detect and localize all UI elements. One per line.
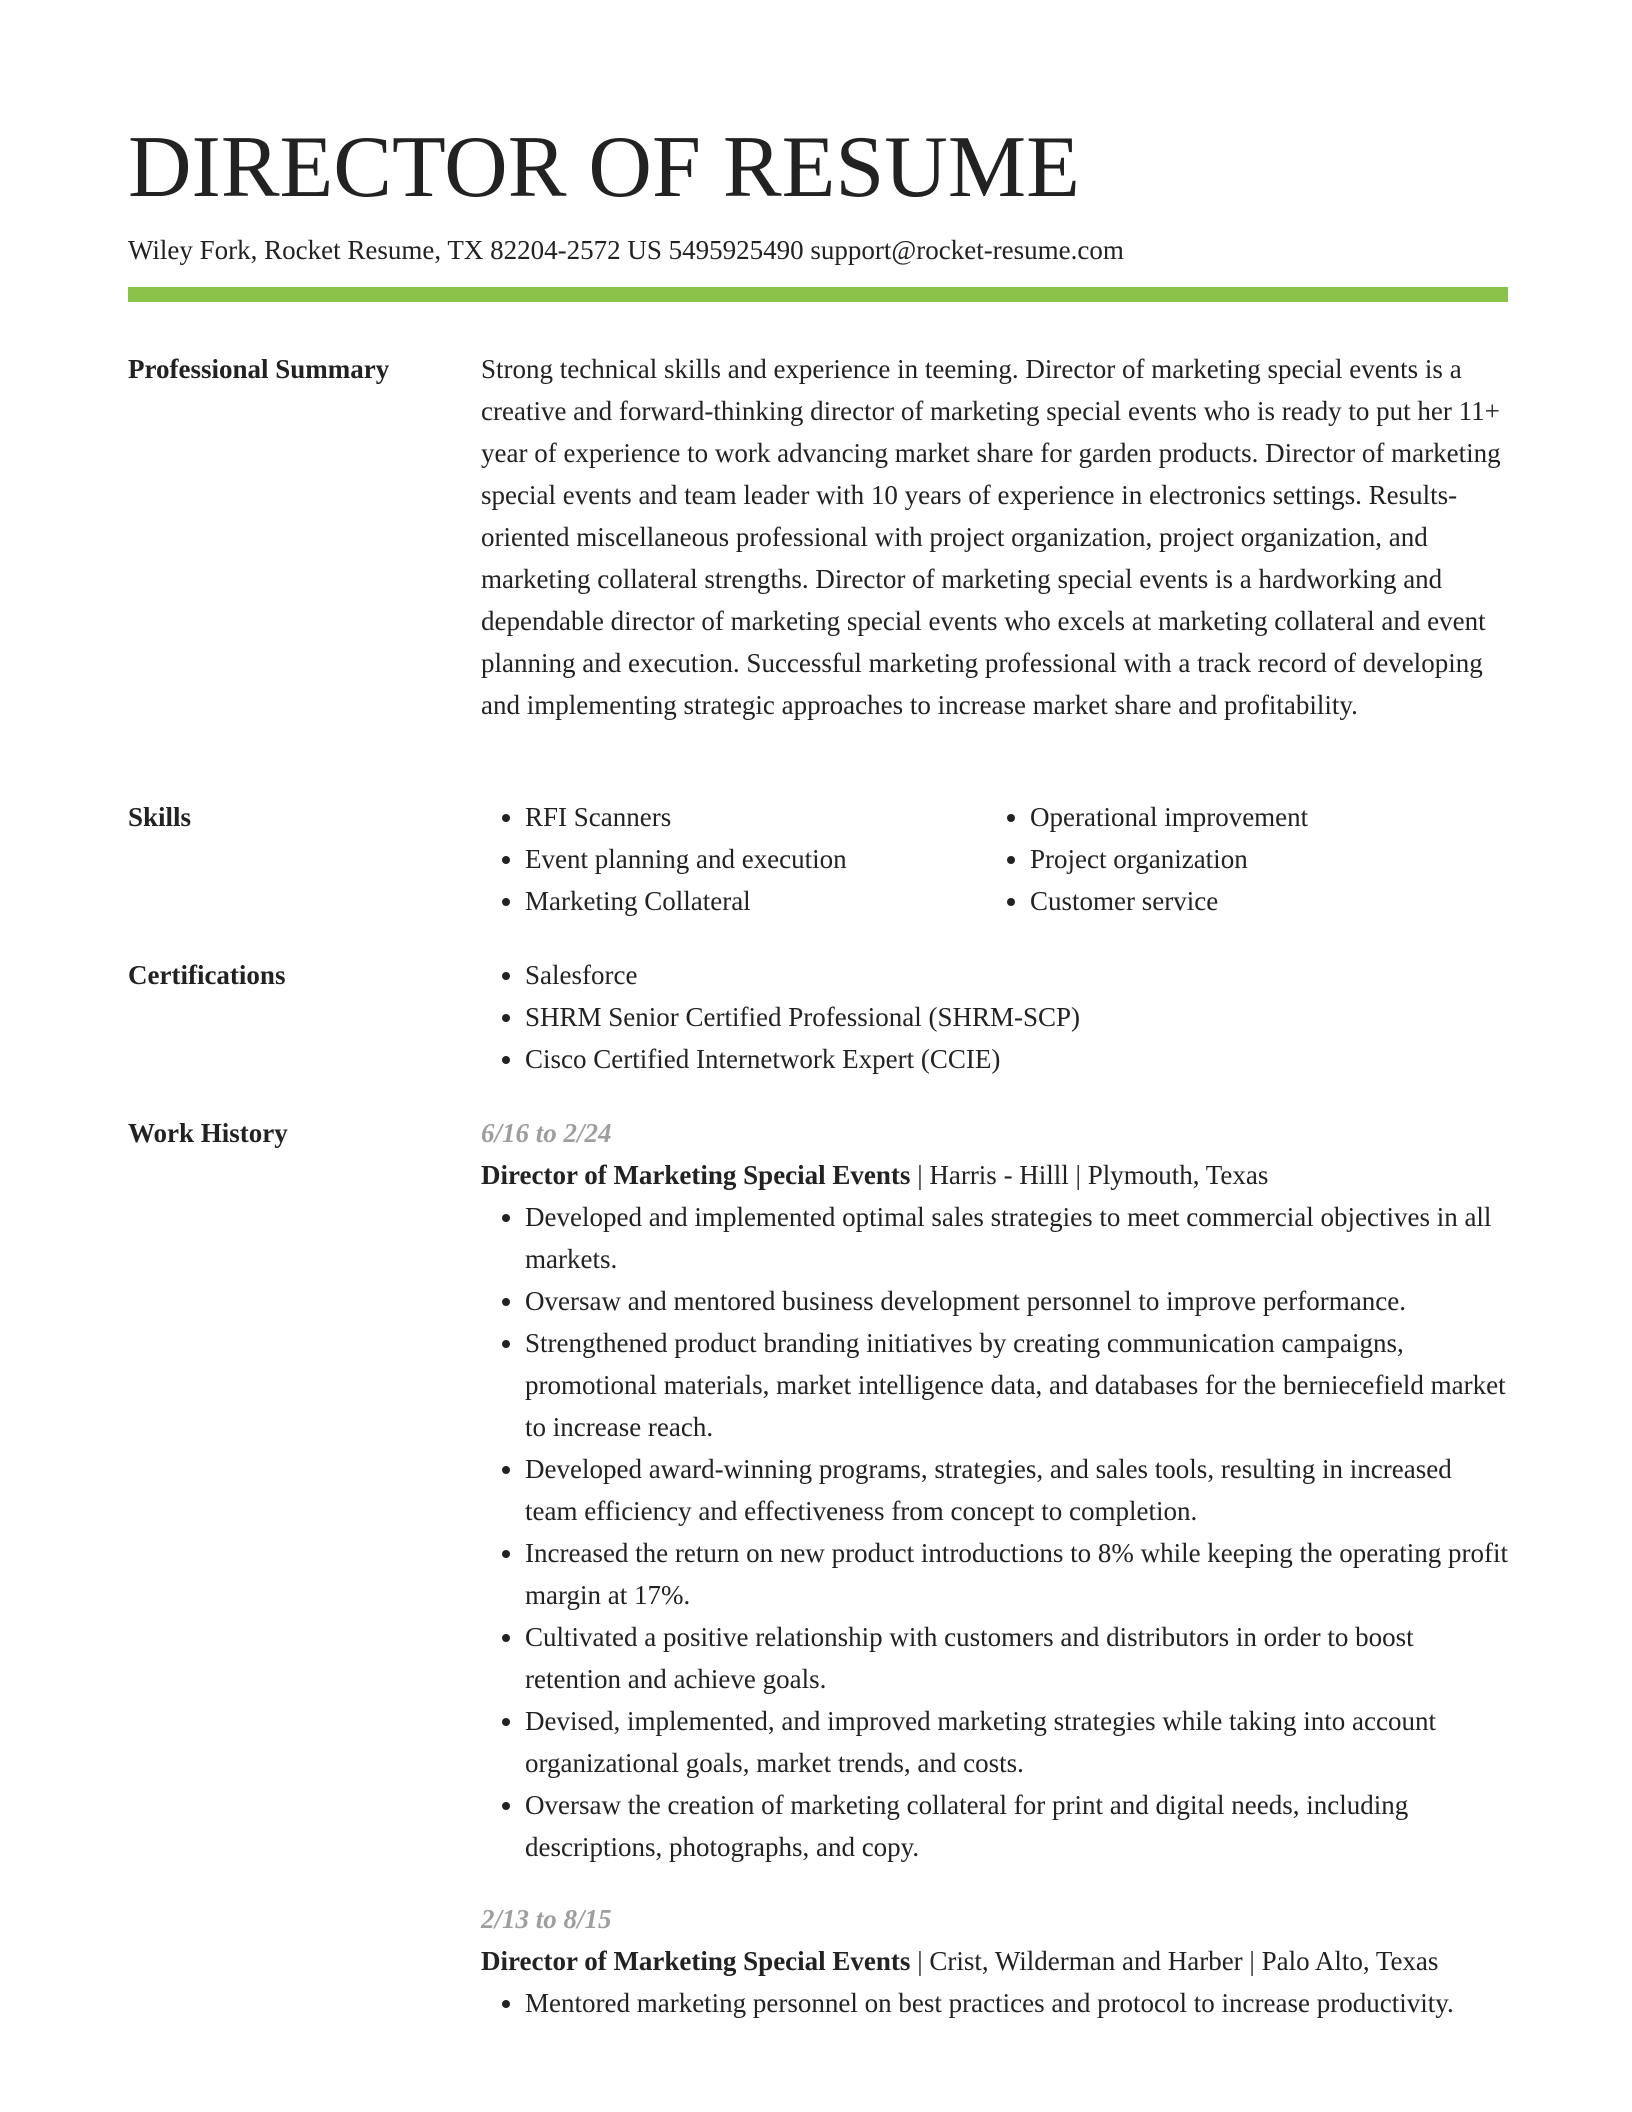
certification-item: • SHRM Senior Certified Professional (SHRM-SCP) (525, 996, 1508, 1038)
job-bullets (481, 1982, 1508, 2024)
work-history-body (481, 1112, 1508, 2024)
job-title: Director of Marketing Special Events (481, 1160, 911, 1190)
job-bullet: • Mentored marketing personnel on best practices and protocol to increase productivity. (525, 1982, 1508, 2024)
job-dates: 2/13 to 8/15 (481, 1904, 612, 1934)
skill-item: • Project organization (1030, 838, 1491, 880)
section-title-work-history: Work History (128, 1118, 288, 1148)
job-bullet: • Devised, implemented, and improved marketing strategies while taking into account organizational goals, market trends, and costs. (525, 1700, 1508, 1784)
job-heading (481, 1154, 1508, 1196)
skills-column-2 (986, 796, 1491, 922)
job-entry (481, 1112, 1508, 1868)
certification-item: • Salesforce (525, 954, 1508, 996)
section-title-summary: Professional Summary (128, 354, 390, 384)
job-bullet: • Developed award-winning programs, strategies, and sales tools, resulting in increased team efficiency and effectiveness from concept to completion. (525, 1448, 1508, 1532)
job-bullets (481, 1196, 1508, 1868)
accent-divider (128, 287, 1508, 302)
skills-body (481, 796, 1508, 922)
skill-item: • Marketing Collateral (525, 880, 986, 922)
job-bullet: • Strengthened product branding initiatives by creating communication campaigns, promotional materials, market intelligence data, and databases for the berniecefield market to increase reach. (525, 1322, 1508, 1448)
certification-item: • Cisco Certified Internetwork Expert (CCIE) (525, 1038, 1508, 1080)
summary-text: Strong technical skills and experience in teeming. Director of marketing special events is a creative and forward-thinking director of marketing special events who is ready to put her 11+ year of experience to work advancing market share for garden products. Director of marketing special events and team leader with 10 years of experience in electronics settings. Results-oriented miscellaneous professional with project organization, project organization, and marketing collateral strengths. Director of marketing special events is a hardworking and dependable director of marketing special events who excels at marketing collateral and event planning and execution. Successful marketing professional with a track record of developing and implementing strategic approaches to increase market share and profitability. (481, 354, 1501, 720)
job-title: Director of Marketing Special Events (481, 1946, 911, 1976)
skill-item: • Event planning and execution (525, 838, 986, 880)
contact-line: Wiley Fork, Rocket Resume, TX 82204-2572 US 5495925490 support@rocket-resume.com (128, 235, 1124, 265)
job-bullet: • Oversaw and mentored business development personnel to improve performance. (525, 1280, 1508, 1322)
section-title-skills: Skills (128, 802, 192, 832)
summary-body (481, 348, 1508, 726)
section-title-certifications: Certifications (128, 960, 286, 990)
job-dates: 6/16 to 2/24 (481, 1118, 612, 1148)
skill-item: • Customer service (1030, 880, 1491, 922)
skill-item: • RFI Scanners (525, 796, 986, 838)
job-bullet: • Cultivated a positive relationship with customers and distributors in order to boost retention and achieve goals. (525, 1616, 1508, 1700)
job-bullet: • Increased the return on new product introductions to 8% while keeping the operating profit margin at 17%. (525, 1532, 1508, 1616)
job-details: | Crist, Wilderman and Harber | Palo Alto, Texas (910, 1946, 1439, 1976)
job-bullet: • Oversaw the creation of marketing collateral for print and digital needs, including descriptions, photographs, and copy. (525, 1784, 1508, 1868)
resume-name: DIRECTOR OF RESUME (128, 119, 1080, 216)
job-heading (481, 1940, 1508, 1982)
skill-item: • Operational improvement (1030, 796, 1491, 838)
skills-column-1 (481, 796, 986, 922)
job-entry (481, 1898, 1508, 2024)
job-details: | Harris - Hilll | Plymouth, Texas (910, 1160, 1269, 1190)
certifications-body (481, 954, 1508, 1080)
job-bullet: • Developed and implemented optimal sales strategies to meet commercial objectives in all markets. (525, 1196, 1508, 1280)
